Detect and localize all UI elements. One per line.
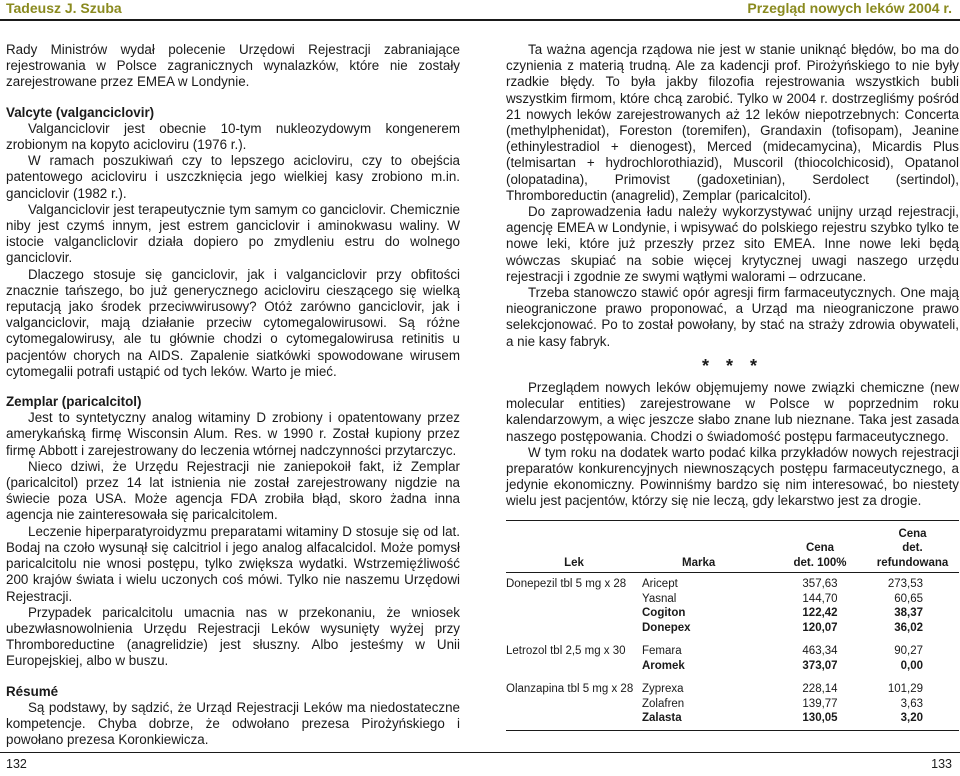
paragraph-right-1: Ta ważna agencja rządowa nie jest w stanie uniknąć błędów, bo ma do czynienia z materią trudną. Ale za kadencji prof. Pirożyńskiego to nie były rzadkie błędy. To była jakby filozofia rejestrowania wszystkich bubli wszystkim firmom, które chcą zarobić. Tylko w 2004 r. dostrzegliśmy pośród 21 nowych leków zarejestrowanych aż 12 leków niepotrzebnych: Concerta (methylphenidat), Foreston (toremifen), Grandaxin (tofisopam), Jeanine (ethinylestradiol + dienogest), Merced (midecamycina), Micardis Plus (telmisartan + hydrochlorothiazid), Muscoril (thiocolchicosid), Opatanol (olopatadina), Primovist (gadoxetinian), Serdolect (sertindol), Thromboreductin (anagrelid), Zemplar (paricalcitol). [506,42,959,203]
right-column [506,42,959,731]
paragraph-zemplar-2: Nieco dziwi, że Urzędu Rejestracji nie zaniepokoił fakt, iż Zemplar (paricalcitol) przez 14 lat istnienia nie został zarejestrowany nigdzie na świecie poza USA. Może agencja FDA zrobiła błąd, skoro żadna inna agencja nie zainteresowała się paricalcitolem. [6,458,460,523]
column-header-lek: Lek [506,521,642,573]
table-cell-marka: Aricept [642,578,678,591]
paragraph-right-2: Do zaprowadzenia ładu należy wykorzystywać unijny urząd rejestracji, agencję EMEA w Londynie, i wpisywać do polskiego rejestru szybko tylko te nowe leki, które już przeszły przez sito EMEA. Inne nowe leki będą wówczas skupiać na sobie więcej krytycznej uwagi naszego urzędu rejestracji i zgodnie ze swymi wątłymi walorami – odrzucane. [506,204,959,284]
table-cell-lek [506,697,642,712]
table-cell-cena-ref: 3,63 [900,697,923,710]
column-header-cena-full-sub: det. 100% [793,556,847,569]
paragraph-zemplar-3: Leczenie hiperparatyroidyzmu preparatami witaminy D stosuje się od lat. Bodaj na czoło wysunął się calcitriol i jego analog alfacalcidol. Może pomysł paricalcitolu nie wnosi postępu, tylko zwiększa wydatki. Wstrzemięźliwość 200 krajów świata i wielu uczonych coś mówi. Tylko nie naszemu Urzędowi Rejestracji. [6,523,460,604]
table-row [506,711,959,730]
table-cell-cena-ref: 60,65 [894,592,923,605]
table-cell-cena: 228,14 [802,683,838,696]
section-separator-stars: * * * [701,355,764,376]
page-number-left: 132 [6,757,27,771]
table-cell-cena-ref: 36,02 [894,621,923,634]
column-header-cena-refund [866,521,959,573]
table-cell-cena-ref: 101,29 [887,683,923,696]
table-row [506,673,959,697]
section-heading-resume: Résumé [6,683,59,699]
table-cell-lek [506,606,642,621]
header-journal-title: Przegląd nowych leków 2004 r. [747,0,952,16]
section-heading-zemplar: Zemplar (paricalcitol) [6,394,142,410]
paragraph-valcyte-1: Valganciclovir jest obecnie 10-tym nukleozydowym kongenerem zrobionym na kopyto acicloviru (1976 r.). [6,120,460,153]
table-cell-lek [506,592,642,607]
table-cell-cena: 130,05 [802,712,838,725]
table-cell-lek [506,659,642,674]
table-cell-cena-ref: 3,20 [900,712,923,725]
paragraph-right-5: W tym roku na dodatek warto podać kilka przykładów nowych rejestracji preparatów konkurencyjnych niewnoszących postępu farmaceutycznego, a jedynie ekonomiczny. Powinniśmy bardzo się nim interesować, bo niestety wielu jest pacjentów, którzy się nie leczą, gdy lekarstwo jest za drogie. [506,444,959,509]
table-cell-cena: 139,77 [802,697,838,710]
table-cell-cena-ref: 0,00 [900,659,923,672]
table-cell-lek: Donepezil tbl 5 mg x 28 [506,578,627,591]
header-author: Tadeusz J. Szuba [6,0,122,16]
table-cell-cena: 144,70 [802,592,838,605]
section-heading-valcyte: Valcyte (valganciclovir) [6,104,155,120]
table-cell-marka: Aromek [642,659,685,672]
table-cell-lek: Olanzapina tbl 5 mg x 28 [506,683,634,696]
paragraph-valcyte-3: Valganciclovir jest terapeutycznie tym samym co ganciclovir. Chemicznie niby jest czymś innym, jest estrem ganciclovir i aminokwasu waliny. W istocie valgancliclovir działa dopiero po zmydleniu estru do wolnego ganciclovir. [6,201,460,266]
paragraph-zemplar-1: Jest to syntetyczny analog witaminy D zrobiony i opatentowany przez amerykańską firmę Wisconsin Alum. Res. w 1990 r. Został kupiony przez firmę Abbott i zarejestrowany do leczenia wtórnej nadczynności przytarczyc. [6,410,460,458]
footer-divider [0,752,960,753]
column-header-cena-refund-sub: det. refundowana [876,542,949,569]
column-header-marka: Marka [642,521,774,573]
table-row [506,621,959,636]
paragraph-intro: Rady Ministrów wydał polecenie Urzędowi Rejestracji zabraniające rejestrowania w Polsce zagranicznych wynalazków, które nie zostały zarejestrowane przez EMEA w Londynie. [6,42,460,90]
header-divider [0,19,960,21]
column-header-cena-full [774,521,866,573]
paragraph-zemplar-4: Przypadek paricalcitolu umacnia nas w przekonaniu, że wniosek ubezwłasnowolnienia Urzędu Rejestracji Leków wysunięty wyżej przy Thromboreductine (anagrelidzie) jest słuszny. Albo jesteśmy w Unii Europejskiej, albo w buszu. [6,604,460,669]
table-row [506,697,959,712]
table-cell-cena-ref: 38,37 [894,607,923,620]
paragraph-resume-1: Są podstawy, by sądzić, że Urząd Rejestracji Leków ma niedostateczne kompetencje. Chyba dobrze, że odwołano prezesa Pirożyńskiego i powołano prezesa Koronkiewicza. [6,699,460,748]
table-cell-cena: 357,63 [802,578,838,591]
price-table-container [506,520,959,731]
table-cell-cena: 463,34 [802,645,838,658]
table-header-row [506,521,959,573]
column-header-cena-full-label: Cena [805,542,835,555]
table-body [506,573,959,730]
paragraph-valcyte-4: Dlaczego stosuje się ganciclovir, jak i valganciclovir przy obfitości znacznie tańszego, bo już generycznego acicloviru cieszącego się wielką reputacją jako środek przeciwwirusowy? Otóż zarówno ganciclovir, jak i valganciclovir, mają działanie przeciw cytomegalowirusowi. Są różne cytomegalowirusy, ale tu głównie chodzi o cytomegalowirusa retinitis u pacjentów chorych na AIDS. Zapalenie siatkówki spowodowane wirusem cytomegalii potrafi ustąpić od tych leków. Warto je mieć. [6,266,460,379]
left-column [6,42,460,748]
table-row [506,635,959,659]
table-row [506,659,959,674]
table-cell-marka: Zyprexa [642,683,684,696]
table-row [506,573,959,592]
table-cell-marka: Donepex [642,621,691,634]
page-number-right: 133 [931,757,952,771]
table-row [506,592,959,607]
paragraph-valcyte-2: W ramach poszukiwań czy to lepszego acicloviru, czy to obejścia patentowego acicloviru i uszczknięcia jego wielkiej kasy zrobiono m.in. ganciclovir (1982 r.). [6,153,460,201]
table-cell-lek [506,711,642,730]
table-cell-lek: Letrozol tbl 2,5 mg x 30 [506,645,626,658]
paragraph-right-3: Trzeba stanowczo stawić opór agresji firm farmaceutycznych. One mają nieograniczone prawo proponować, a Urząd ma nieograniczone prawo selekcjonować. Po to został powołany, by stać na straży zdrowia obywateli, a nie kasy fabryk. [506,285,959,349]
table-cell-cena: 120,07 [802,621,838,634]
table-cell-marka: Zolafren [642,697,685,710]
table-cell-cena-ref: 90,27 [894,645,923,658]
table-cell-lek [506,621,642,636]
table-cell-marka: Femara [642,645,682,658]
table-cell-marka: Zalasta [642,712,682,725]
table-cell-cena-ref: 273,53 [887,578,923,591]
table-cell-cena: 373,07 [802,659,838,672]
table-cell-marka: Yasnal [642,592,677,605]
table-cell-cena: 122,42 [802,607,838,620]
table-row [506,606,959,621]
price-table [506,521,959,730]
table-cell-marka: Cogiton [642,607,686,620]
column-header-cena-refund-label: Cena [898,527,927,540]
paragraph-right-4: Przeglądem nowych leków objęmujemy nowe związki chemiczne (new molecular entities) zarejestrowane w Polsce w poprzednim roku kalendarzowym, a więc jeszcze słabo znane lub nieznane. Taka jest zasada naszego postępowania. Chodzi o świadomość postępu farmaceutycznego. [506,380,959,444]
